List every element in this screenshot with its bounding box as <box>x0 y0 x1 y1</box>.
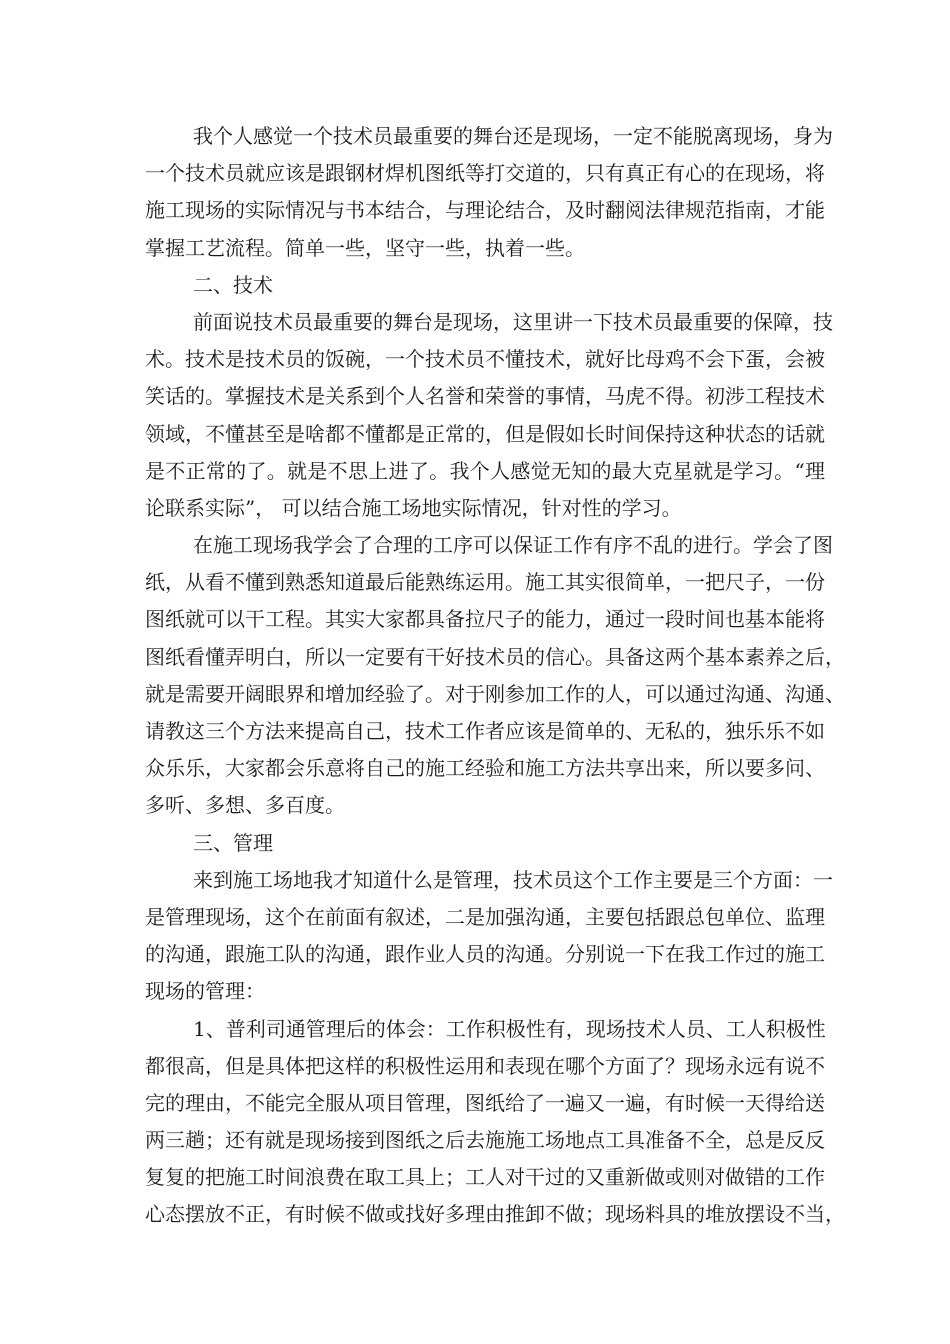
paragraph-line: 现场的管理： <box>145 979 265 1004</box>
paragraph-line: 1、普利司通管理后的体会：工作积极性有，现场技术人员、工人积极性 <box>193 1016 826 1041</box>
paragraph-line: 纸，从看不懂到熟悉知道最后能熟练运用。施工其实很简单，一把尺子，一份 <box>145 570 825 595</box>
paragraph-line: 完的理由，不能完全服从项目管理，图纸给了一遍又一遍，有时候一天得给送 <box>145 1090 825 1115</box>
paragraph-line: 都很高，但是具体把这样的积极性运用和表现在哪个方面了？现场永远有说不 <box>145 1053 825 1078</box>
paragraph-line: 笑话的。掌握技术是关系到个人名誉和荣誉的事情，马虎不得。初涉工程技术 <box>145 384 825 409</box>
paragraph-line: 论联系实际”， 可以结合施工场地实际情况，针对性的学习。 <box>145 495 682 520</box>
paragraph-line: 术。技术是技术员的饭碗，一个技术员不懂技术，就好比母鸡不会下蛋，会被 <box>145 347 825 372</box>
paragraph-line: 是管理现场，这个在前面有叙述，二是加强沟通，主要包括跟总包单位、监理 <box>145 904 825 929</box>
heading-text: 二、技术 <box>193 272 273 297</box>
paragraph-line: 复复的把施工时间浪费在取工具上；工人对干过的又重新做或则对做错的工作 <box>145 1165 825 1190</box>
paragraph-line: 掌握工艺流程。简单一些，坚守一些，执着一些。 <box>145 235 585 260</box>
paragraph-line: 众乐乐，大家都会乐意将自己的施工经验和施工方法共享出来，所以要多问、 <box>145 756 825 781</box>
paragraph <box>145 118 833 267</box>
paragraph <box>145 304 833 527</box>
section-heading <box>145 267 825 304</box>
paragraph-line: 心态摆放不正，有时候不做或找好多理由推卸不做；现场料具的堆放摆设不当， <box>145 1202 845 1227</box>
paragraph-line: 在施工现场我学会了合理的工序可以保证工作有序不乱的进行。学会了图 <box>193 533 833 558</box>
paragraph-line: 领域，不懂甚至是啥都不懂都是正常的，但是假如长时间保持这种状态的话就 <box>145 421 825 446</box>
paragraph-line: 请教这三个方法来提高自己，技术工作者应该是简单的、无私的，独乐乐不如 <box>145 719 825 743</box>
paragraph-line: 多听、多想、多百度。 <box>145 793 345 818</box>
paragraph <box>145 527 845 825</box>
paragraph-line: 施工现场的实际情况与书本结合，与理论结合，及时翻阅法律规范指南，才能 <box>145 198 825 223</box>
section-heading <box>145 825 825 862</box>
paragraph <box>145 1011 845 1234</box>
paragraph-line: 前面说技术员最重要的舞台是现场，这里讲一下技术员最重要的保障，技 <box>193 309 833 334</box>
paragraph <box>145 862 833 1011</box>
paragraph-line: 图纸就可以干工程。其实大家都具备拉尺子的能力，通过一段时间也基本能将 <box>145 607 825 632</box>
paragraph-line: 来到施工场地我才知道什么是管理，技术员这个工作主要是三个方面：一 <box>193 867 833 892</box>
paragraph-line: 两三趟；还有就是现场接到图纸之后去施施工场地点工具准备不全，总是反反 <box>145 1128 825 1153</box>
paragraph-line: 的沟通，跟施工队的沟通，跟作业人员的沟通。分别说一下在我工作过的施工 <box>145 942 825 967</box>
document-page <box>145 118 845 1234</box>
paragraph-line: 是不正常的了。就是不思上进了。我个人感觉无知的最大克星就是学习。“理 <box>145 458 825 483</box>
heading-text: 三、管理 <box>193 830 273 855</box>
paragraph-line: 我个人感觉一个技术员最重要的舞台还是现场，一定不能脱离现场，身为 <box>193 124 833 148</box>
paragraph-line: 一个技术员就应该是跟钢材焊机图纸等打交道的，只有真正有心的在现场，将 <box>145 161 825 186</box>
paragraph-line: 就是需要开阔眼界和增加经验了。对于刚参加工作的人，可以通过沟通、沟通、 <box>145 681 845 706</box>
paragraph-line: 图纸看懂弄明白，所以一定要有干好技术员的信心。具备这两个基本素养之后， <box>145 644 845 669</box>
